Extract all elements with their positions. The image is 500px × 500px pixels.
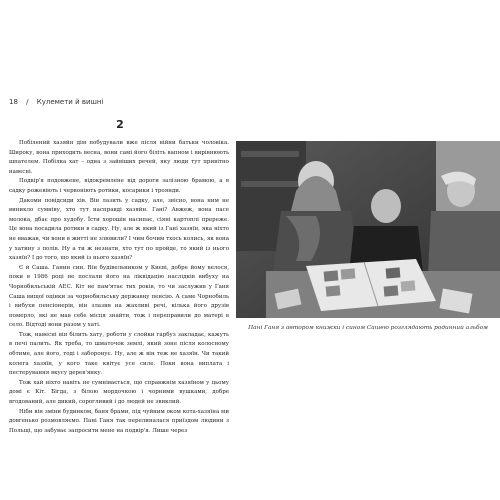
paragraph: Подвір'я подовжене, відокремлене від дороги залізною брамою, а в садку рожевіють і червоніють ротики, косарики і троянди. bbox=[9, 178, 229, 194]
page-number: 18 bbox=[9, 98, 18, 106]
photo-caption: Пані Ганя з автором книжки і сином Сашею розглядають родинний альбом bbox=[248, 325, 488, 331]
paragraph: Побілений хазяйн дім побудували вже після війни батьки чоловіка. Широку, вона приходить весна, вони самі його біліть вапном і вирівнюють шпателем. Побілка хат – одна з зайвіших речей, яку люди тут привітно навесні. bbox=[9, 140, 229, 175]
photo-illustration bbox=[236, 141, 500, 318]
paragraph: Тож хай ніхто навіть не сумнівається, що справжнім хазяїном у цьому домі є Кіт. Бігда, з білою мордочкою і чорними вушками, добре вгодований, але дикий, сорогливий і до людей не звиклий. bbox=[9, 379, 229, 406]
paragraph: Є й Саша. Ганин син. Він будівельником у Києві, добре йому велося, поки в 1986 році не послали його на ліквідацію наслідків вибуху на Чорнобильській АЕС. Кіт не пам'ятає тих років, то чи заслужив у Ганя Саша вищої оцінки за чорнобильську державну пенсію. А саме Чорнобиль і вибухи пенсіонерів, він злазив на жахливі речі, кілька його друзів померло, які не мав себе місця знайти, тож і переправили до матері в село. Відтоді вони разом у хаті. bbox=[9, 264, 229, 329]
body-text-column bbox=[9, 139, 229, 436]
paragraph: Дакоми повідсиди хів. Він лазить у садку, але, звісно, вона ним не виникло сумніву, хто тут насправді хазяйн. Гані? Авжеж, вона пасе молока, дбає про худобу. Їсти хорошів насипає, сіяні картоплі пререже. Це вона посадила ротики в садку. Ну, але ж який із Гані хазяїн, яка ніхто не вважав, чи вони в житті не злювили? І чим бочим тхось колись, як вона у хатину з полів. Ну а ти ж незнати, хто тут по пройде, то який із нього хазяїн? І до того, що який із нього хазяїн? bbox=[9, 197, 229, 262]
family-album-photo bbox=[236, 141, 500, 318]
paragraph: Тож, навесні він білить хату, роботи у слойки гарбуз закладає, кажуть в печі палить. Як треба, то шматочок землі, який зоне після колосному обтиме, але його, тоді і заборонує. Ну, але ж він теж не хазяїн. Чи такий колега хазяїн, у кого таке квітує усе силе. Поки вона виплата і пестерування вкусу дерев'янку. bbox=[9, 331, 229, 377]
chapter-number: 2 bbox=[116, 118, 124, 131]
running-head-separator: / bbox=[26, 98, 29, 106]
paragraph: Ніби він зміни будинком, баня брами, під чуйним оком кота-хазяїна ми довгенько розмовляємо. Пані Ганя так перелиналася приїздом людини з Польщі, що забуває запросити мене на подвір'я. Лише через bbox=[9, 408, 229, 434]
running-head bbox=[9, 98, 109, 106]
running-head-section: Кулемети й вишні bbox=[36, 98, 104, 106]
